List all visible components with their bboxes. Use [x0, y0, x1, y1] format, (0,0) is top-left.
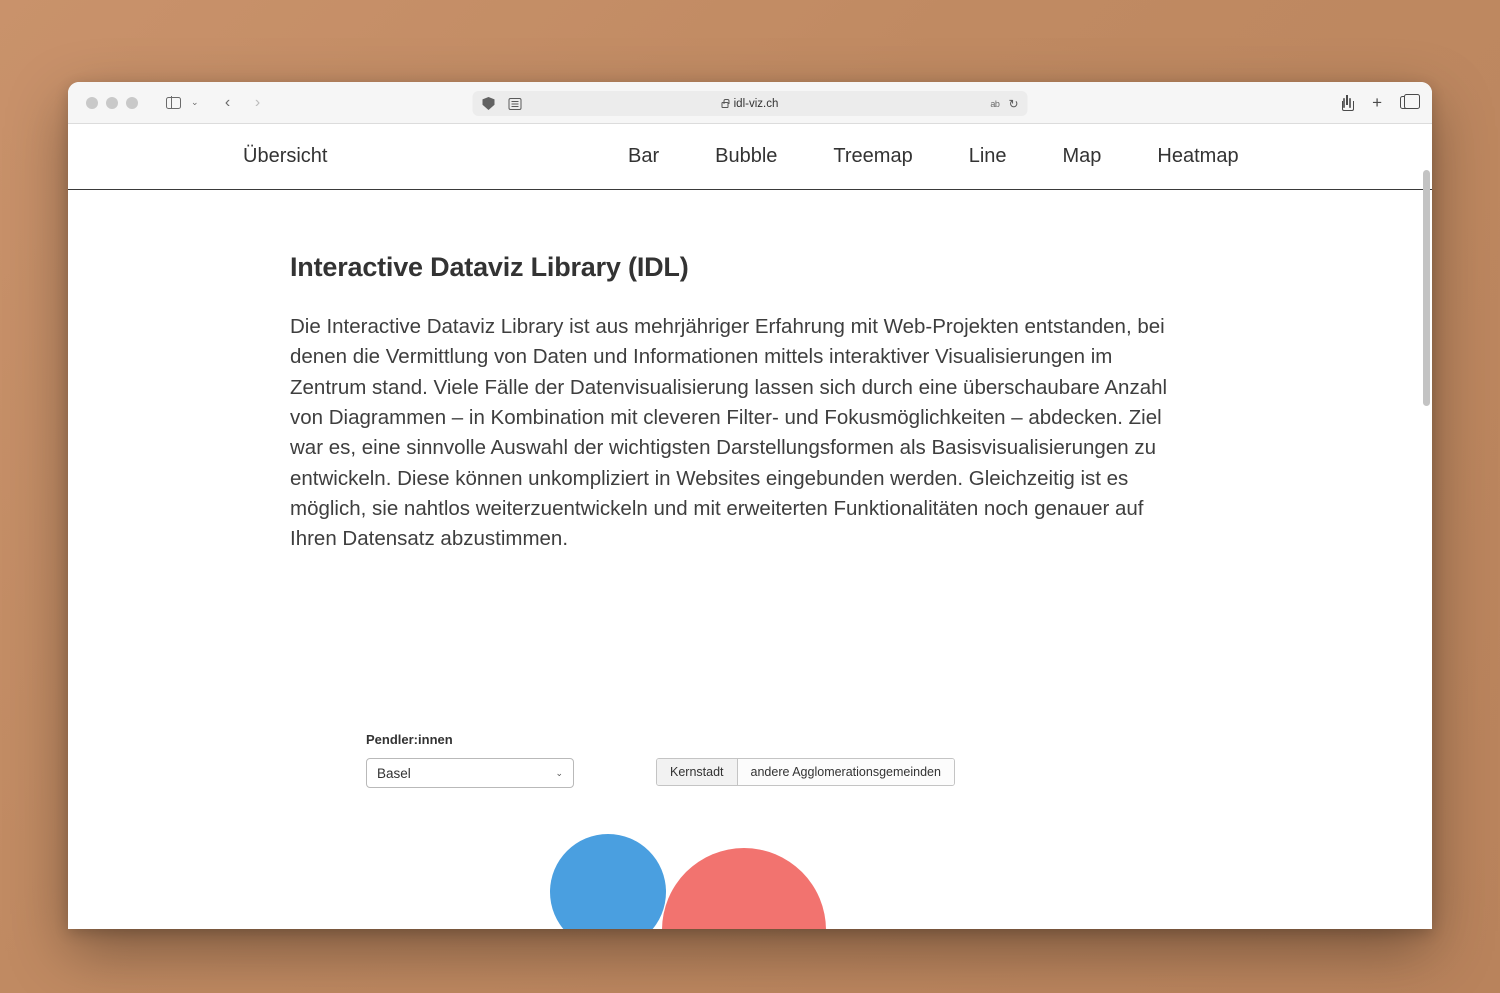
close-window-button[interactable]	[86, 97, 98, 109]
chevron-down-icon[interactable]: ⌄	[191, 97, 199, 107]
nav-item-heatmap[interactable]: Heatmap	[1157, 145, 1239, 167]
window-controls[interactable]	[86, 97, 138, 109]
nav-brand-uebersicht[interactable]: Übersicht	[243, 145, 328, 167]
minimize-window-button[interactable]	[106, 97, 118, 109]
city-select-value: Basel	[377, 765, 411, 781]
reload-icon[interactable]: ↻	[1008, 96, 1019, 111]
chart-controls	[366, 732, 1126, 788]
scrollbar-thumb[interactable]	[1423, 170, 1430, 406]
toolbar-right-group	[1340, 94, 1414, 111]
address-bar[interactable]	[473, 91, 1028, 116]
city-select[interactable]	[366, 758, 574, 788]
chart-controls-label: Pendler:innen	[366, 732, 453, 747]
browser-window	[68, 82, 1432, 929]
browser-toolbar	[68, 82, 1432, 124]
url-text: idl-viz.ch	[733, 97, 779, 110]
new-tab-icon[interactable]: +	[1372, 93, 1382, 112]
address-bar-right-icons	[990, 97, 1018, 111]
share-icon[interactable]	[1340, 95, 1354, 111]
extension-icon[interactable]: ab	[990, 98, 1000, 109]
nav-item-treemap[interactable]: Treemap	[833, 145, 913, 167]
chevron-left-icon: ‹	[224, 93, 231, 111]
nav-item-bar[interactable]: Bar	[628, 145, 660, 167]
sidebar-toggle-button[interactable]	[160, 91, 186, 115]
nav-item-line[interactable]: Line	[968, 145, 1007, 167]
chart-controls-row	[366, 758, 1126, 788]
reader-view-icon[interactable]	[509, 98, 522, 110]
tab-overview-icon[interactable]	[1400, 96, 1414, 109]
address-bar-left-icons	[483, 97, 522, 110]
page-viewport	[68, 124, 1432, 929]
nav-item-map[interactable]: Map	[1062, 145, 1102, 167]
chevron-down-icon: ⌄	[555, 767, 563, 778]
toggle-agglomerationsgemeinden[interactable]: andere Agglomerationsgemeinden	[738, 759, 954, 785]
nav-links	[628, 145, 1239, 168]
page-scrollbar[interactable]	[1423, 170, 1430, 928]
category-toggle-group	[656, 758, 955, 786]
nav-item-bubble[interactable]: Bubble	[715, 145, 778, 167]
sidebar-icon	[166, 97, 181, 109]
lock-icon	[722, 102, 729, 108]
bubble-chart	[366, 830, 1186, 929]
forward-button[interactable]	[245, 91, 271, 115]
back-button[interactable]	[215, 91, 241, 115]
page-title: Interactive Dataviz Library (IDL)	[290, 252, 689, 282]
bubble-red[interactable]	[662, 848, 826, 929]
bubble-blue[interactable]	[550, 834, 666, 929]
toggle-kernstadt[interactable]: Kernstadt	[657, 759, 738, 785]
shield-icon[interactable]	[483, 97, 495, 110]
site-navigation	[68, 124, 1432, 190]
toolbar-left-group	[160, 91, 271, 115]
url-display[interactable]	[722, 98, 779, 110]
maximize-window-button[interactable]	[126, 97, 138, 109]
page-intro-text: Die Interactive Dataviz Library ist aus mehrjähriger Erfahrung mit Web-Projekten entstanden, bei denen die Vermittlung von Daten und Informationen mittels interaktiver Visualisierungen im Zentrum stand. Viele Fälle der Datenvisualisierung lassen sich durch eine überschaubare Anzahl von Diagrammen – in Kombination mit cleveren Filter- und Fokusmöglichkeiten – abdecken. Ziel war es, eine sinnvolle Auswahl der wichtigsten Darstellungsformen als Basisvisualisierungen zu entwickeln. Diese können unkompliziert in Websites eingebunden werden. Gleichzeitig ist es möglich, sie nahtlos weiterzuentwickeln und mit erweiterten Funktionalitäten noch genauer auf Ihren Datensatz abzustimmen.	[290, 315, 1168, 551]
chevron-right-icon: ›	[254, 93, 261, 111]
